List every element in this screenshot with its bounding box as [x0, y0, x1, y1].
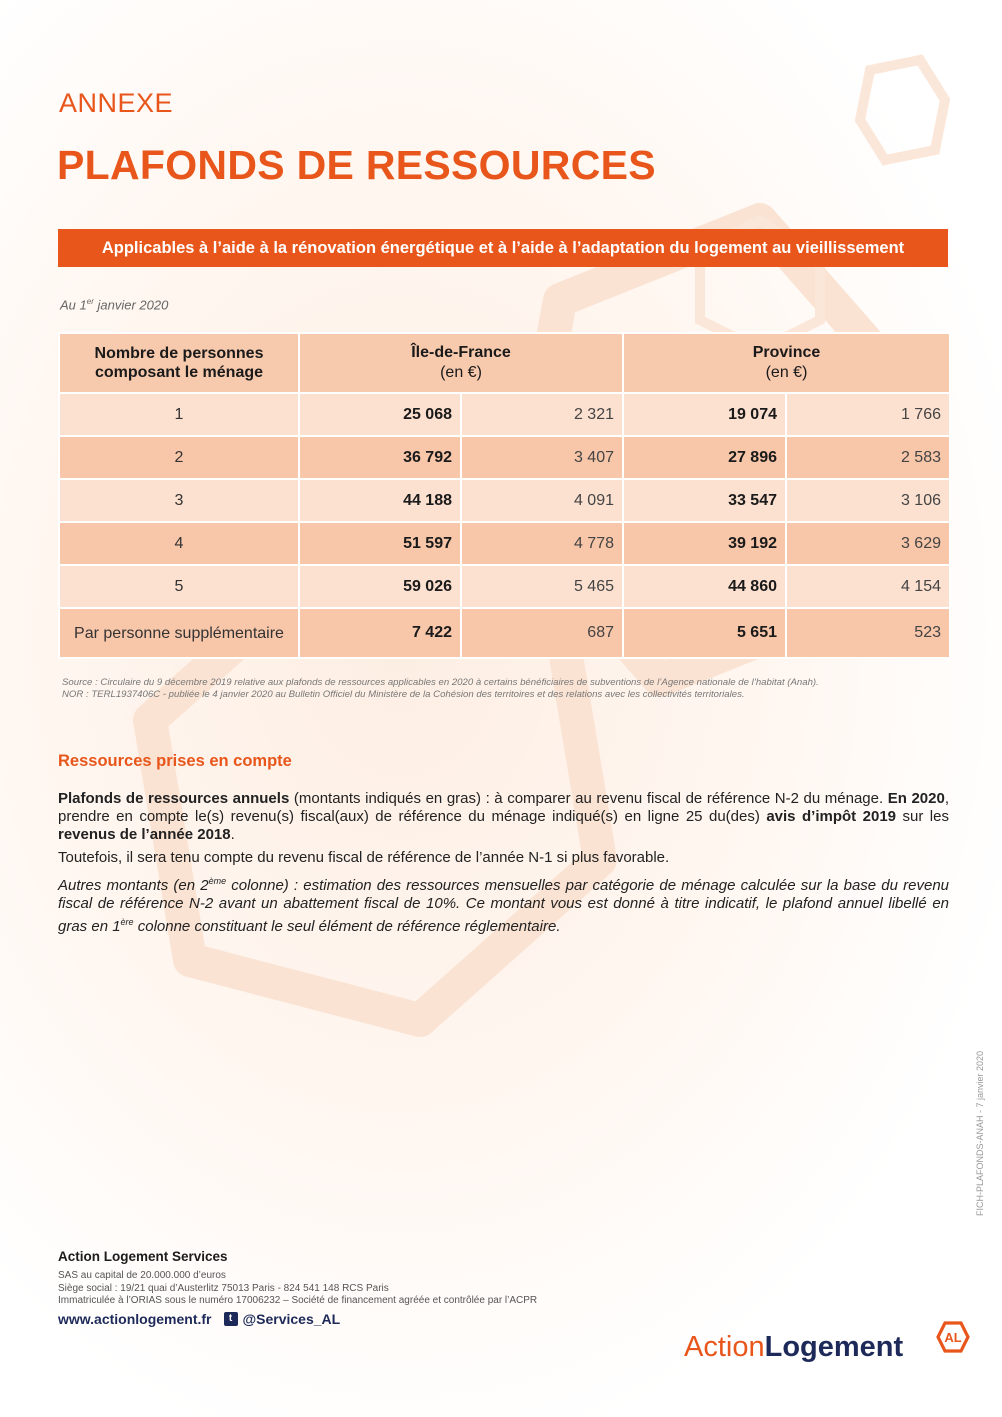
text: colonne) : estimation des ressources mensuelles par catégorie de ménage calculée sur la base du revenu fiscal de référence N-2 avant un abattement fiscal de 10%. Ce montant vous est donné à titre indicatif, le plafond annuel libellé en gras en 1 — [58, 877, 949, 935]
text: (montants indiqués en gras) : à comparer au revenu fiscal de référence N-2 du ménage. — [289, 790, 888, 807]
province-monthly-cell: 4 154 — [786, 565, 950, 608]
idf-annual-cell: 25 068 — [299, 393, 461, 436]
text-bold: En 2020 — [887, 790, 945, 807]
idf-annual-cell: 7 422 — [299, 608, 461, 658]
text-bold: avis d’impôt 2019 — [766, 808, 897, 825]
header-household-size: Nombre de personnes composant le ménage — [59, 333, 299, 393]
province-monthly-cell: 1 766 — [786, 393, 950, 436]
footer-links — [58, 1311, 340, 1327]
household-size-cell: 5 — [59, 565, 299, 608]
ceiling-table — [58, 332, 951, 659]
source-note — [62, 677, 819, 701]
date-sup: er — [86, 297, 94, 306]
household-size-cell: 4 — [59, 522, 299, 565]
text: colonne constituant le seul élément de référence réglementaire. — [133, 918, 561, 935]
paragraph-annual-ceilings — [58, 790, 949, 844]
date-prefix: Au 1 — [60, 297, 87, 313]
website-link[interactable]: www.actionlogement.fr — [58, 1311, 212, 1327]
province-annual-cell: 27 896 — [623, 436, 786, 479]
text-bold: Plafonds de ressources annuels — [58, 790, 290, 807]
text-bold: revenus de l’année 2018 — [58, 826, 231, 843]
province-label: Province — [752, 344, 821, 361]
household-size-cell: 2 — [59, 436, 299, 479]
section-heading: Ressources prises en compte — [58, 752, 292, 770]
province-unit: (en €) — [765, 364, 808, 381]
table-row — [59, 565, 950, 608]
superscript: ère — [120, 917, 134, 927]
document-reference: FICH-PLAFONDS-ANAH - 7 janvier 2020 — [975, 1050, 985, 1216]
idf-label: Île-de-France — [411, 344, 511, 361]
table-row — [59, 436, 950, 479]
effective-date — [60, 297, 168, 312]
province-annual-cell: 5 651 — [623, 608, 786, 658]
superscript: ème — [208, 876, 227, 886]
table-row — [59, 522, 950, 565]
brand-wordmark — [684, 1331, 903, 1364]
table-row — [59, 393, 950, 436]
annex-label: ANNEXE — [59, 88, 174, 118]
province-monthly-cell: 3 629 — [786, 522, 950, 565]
footer-line: Siège social : 19/21 quai d’Austerlitz 75013 Paris - 824 541 148 RCS Paris — [58, 1282, 389, 1294]
table-header-row — [59, 333, 950, 393]
text: Autres montants (en 2 — [58, 877, 209, 894]
table-row — [59, 479, 950, 522]
province-monthly-cell: 523 — [786, 608, 950, 658]
header-ile-de-france — [299, 333, 623, 393]
idf-annual-cell: 36 792 — [299, 436, 461, 479]
page-title: PLAFONDS DE RESSOURCES — [57, 142, 656, 188]
paragraph-n1-rule: Toutefois, il sera tenu compte du revenu fiscal de référence de l’année N-1 si plus favorable. — [58, 849, 670, 866]
idf-unit: (en €) — [440, 364, 482, 381]
footer-company-name: Action Logement Services — [58, 1249, 228, 1264]
source-line-1: Source : Circulaire du 9 décembre 2019 relative aux plafonds de ressources applicables en 2020 à certains bénéficiaires de subventions de l’Agence nationale de l’habitat (Anah). — [62, 677, 819, 688]
twitter-icon: t — [224, 1312, 238, 1326]
header-province — [623, 333, 950, 393]
province-monthly-cell: 2 583 — [786, 436, 950, 479]
province-annual-cell: 44 860 — [623, 565, 786, 608]
footer-legal — [58, 1270, 537, 1308]
source-line-2: NOR : TERL1937406C - publiée le 4 janvier 2020 au Bulletin Officiel du Ministère de la Cohésion des territoires et des relations avec les collectivités territoriales. — [62, 689, 745, 700]
action-logement-logo-icon — [936, 1320, 970, 1354]
idf-monthly-cell: 3 407 — [461, 436, 623, 479]
idf-annual-cell: 51 597 — [299, 522, 461, 565]
household-size-cell: 3 — [59, 479, 299, 522]
province-annual-cell: 19 074 — [623, 393, 786, 436]
province-annual-cell: 33 547 — [623, 479, 786, 522]
table-row — [59, 608, 950, 658]
province-monthly-cell: 3 106 — [786, 479, 950, 522]
idf-monthly-cell: 687 — [461, 608, 623, 658]
footer-line: SAS au capital de 20.000.000 d’euros — [58, 1270, 226, 1281]
text: . — [230, 826, 235, 843]
household-size-cell: Par personne supplémentaire — [59, 608, 299, 658]
idf-monthly-cell: 4 778 — [461, 522, 623, 565]
subtitle-banner: Applicables à l’aide à la rénovation énergétique et à l’aide à l’adaptation du logement au vieillissement — [58, 229, 948, 267]
idf-monthly-cell: 2 321 — [461, 393, 623, 436]
idf-monthly-cell: 5 465 — [461, 565, 623, 608]
logo-text: AL — [944, 1330, 962, 1345]
text: sur les — [896, 808, 949, 825]
paragraph-other-amounts — [58, 872, 949, 936]
household-size-cell: 1 — [59, 393, 299, 436]
province-annual-cell: 39 192 — [623, 522, 786, 565]
brand-part-logement: Logement — [764, 1331, 904, 1363]
text: , prendre en compte le(s) revenu(s) fiscal(aux) de référence du ménage indiqué(s) en ligne 25 du(des) — [58, 790, 949, 825]
footer-line: Immatriculée à l’ORIAS sous le numéro 17006232 – Société de financement agréée et contrôlée par l’ACPR — [58, 1295, 538, 1306]
idf-annual-cell: 59 026 — [299, 565, 461, 608]
date-suffix: janvier 2020 — [93, 297, 169, 313]
idf-annual-cell: 44 188 — [299, 479, 461, 522]
idf-monthly-cell: 4 091 — [461, 479, 623, 522]
twitter-handle-link[interactable]: @Services_AL — [242, 1311, 341, 1327]
brand-part-action: Action — [684, 1331, 765, 1363]
